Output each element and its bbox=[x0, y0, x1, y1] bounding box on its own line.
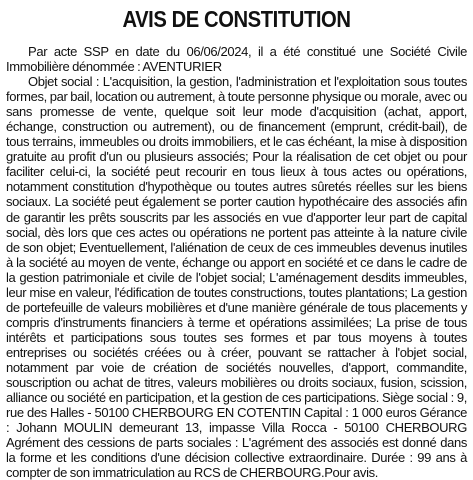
notice-body bbox=[6, 44, 467, 480]
notice-intro-paragraph: Par acte SSP en date du 06/06/2024, il a été constitué une Société Civile Immobilière dénommée : AVENTURIER bbox=[6, 44, 467, 75]
notice-details-paragraph: Objet social : L'acquisition, la gestion, l'administration et l'exploitation sous toutes formes, par bail, location ou autrement, à toute personne physique ou morale, avec ou sans promesse de vente, quelque soit leur mode d'acquisition (achat, apport, échange, construction ou autrement), ou de financement (emprunt, crédit-bail), de tous terrains, immeubles ou droits immobiliers, et le cas échéant, la mise à disposition gratuite au profit d'un ou plusieurs associés; Pour la réalisation de cet objet ou pour faciliter celui-ci, la société peut recourir en tous lieux à tous actes ou opérations, notamment constitution d'hypothèque ou toutes autres sûretés réelles sur les biens sociaux. La société peut également se porter caution hypothécaire des associés afin de garantir les prêts souscrits par les associés en vue d'apporter leur part de capital social, dès lors que ces actes ou opérations ne portent pas atteinte à la nature civile de son objet; Eventuellement, l'aliénation de ceux de ces immeubles devenus inutiles à la société au moyen de vente, échange ou apport en société et ce dans le cadre de la gestion patrimoniale et civile de l'objet social; L'aménagement desdits immeubles, leur mise en valeur, l'édification de toutes constructions, toutes plantations; La gestion de portefeuille de valeurs mobilières et d'une manière générale de tous placements y compris d'instruments financiers à terme et opérations assimilées; La prise de tous intérêts et participations sous toutes ses formes et par tous moyens à toutes entreprises ou sociétés créées ou à créer, pouvant se rattacher à l'objet social, notamment par voie de création de sociétés nouvelles, d'apport, commandite, souscription ou achat de titres, valeurs mobilières ou droits sociaux, fusion, scission, alliance ou société en participation, et la gestion de ces participations. Siège social : 9, rue des Halles - 50100 CHERBOURG EN COTENTIN Capital : 1 000 euros Gérance : Johann MOULIN demeurant 13, impasse Villa Rocca - 50100 CHERBOURG Agrément des cessions de parts sociales : L'agrément des associés est donné dans la forme et les conditions d'une décision collective extraordinaire. Durée : 99 ans à compter de son immatriculation au RCS de CHERBOURG.Pour avis. bbox=[6, 74, 467, 480]
legal-notice bbox=[6, 4, 467, 480]
notice-title: AVIS DE CONSTITUTION bbox=[122, 6, 351, 32]
